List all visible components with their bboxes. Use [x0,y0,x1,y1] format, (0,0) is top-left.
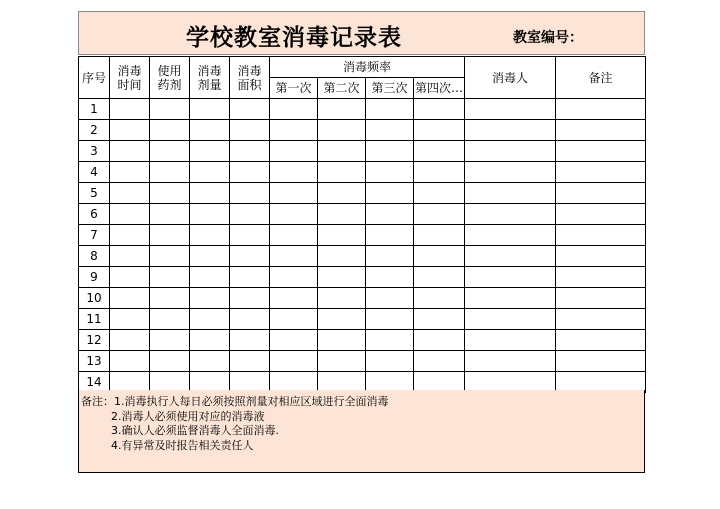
cell-agent[interactable] [150,120,190,141]
note-line-3: 3.确认人必须监督消毒人全面消毒. [111,424,279,437]
cell-person[interactable] [465,267,556,288]
cell-freq-4[interactable] [414,183,465,204]
cell-freq-1[interactable] [270,99,318,120]
note-line-2: 2.消毒人必须使用对应的消毒液 [111,409,265,423]
cell-person[interactable] [465,141,556,162]
cell-person[interactable] [465,120,556,141]
cell-remarks[interactable] [556,120,646,141]
cell-freq-2[interactable] [318,204,366,225]
cell-freq-1[interactable] [270,162,318,183]
cell-freq-1[interactable] [270,204,318,225]
cell-freq-1[interactable] [270,225,318,246]
cell-freq-2[interactable] [318,246,366,267]
cell-freq-2[interactable] [318,99,366,120]
cell-person[interactable] [465,162,556,183]
cell-freq-2[interactable] [318,162,366,183]
cell-agent[interactable] [150,351,190,372]
cell-freq-3[interactable] [366,162,414,183]
cell-freq-3[interactable] [366,120,414,141]
cell-freq-4[interactable] [414,225,465,246]
cell-freq-3[interactable] [366,183,414,204]
cell-person[interactable] [465,288,556,309]
room-number-label: 教室编号： [513,30,583,46]
cell-time[interactable] [110,225,150,246]
cell-freq-3[interactable] [366,330,414,351]
cell-area[interactable] [230,351,270,372]
cell-time[interactable] [110,99,150,120]
cell-freq-2[interactable] [318,141,366,162]
cell-person[interactable] [465,225,556,246]
cell-agent[interactable] [150,246,190,267]
cell-area[interactable] [230,267,270,288]
cell-freq-2[interactable] [318,351,366,372]
cell-area[interactable] [230,225,270,246]
cell-person[interactable] [465,99,556,120]
cell-freq-3[interactable] [366,267,414,288]
cell-freq-1[interactable] [270,120,318,141]
cell-remarks[interactable] [556,204,646,225]
cell-agent[interactable] [150,162,190,183]
header-agent [150,57,190,99]
row-number: 9 [79,267,110,288]
cell-person[interactable] [465,183,556,204]
row-number: 12 [79,330,110,351]
cell-time[interactable] [110,162,150,183]
cell-time[interactable] [110,120,150,141]
cell-freq-4[interactable] [414,204,465,225]
cell-time[interactable] [110,351,150,372]
cell-dose[interactable] [190,120,230,141]
cell-remarks[interactable] [556,267,646,288]
cell-person[interactable] [465,204,556,225]
cell-dose[interactable] [190,309,230,330]
cell-freq-4[interactable] [414,267,465,288]
title-bar [78,11,645,55]
cell-freq-3[interactable] [366,204,414,225]
note-line-1: 备注：1.消毒执行人每日必须按照剂量对相应区域进行全面消毒 [81,395,389,408]
cell-dose[interactable] [190,204,230,225]
cell-freq-3[interactable] [366,309,414,330]
cell-area[interactable] [230,204,270,225]
cell-dose[interactable] [190,183,230,204]
row-number: 5 [79,183,110,204]
sheet-title: 学校教室消毒记录表 [186,25,402,51]
cell-time[interactable] [110,141,150,162]
cell-person[interactable] [465,309,556,330]
cell-agent[interactable] [150,330,190,351]
cell-dose[interactable] [190,330,230,351]
cell-remarks[interactable] [556,183,646,204]
header-frequency: 消毒频率 [270,57,465,78]
cell-remarks[interactable] [556,330,646,351]
cell-freq-4[interactable] [414,141,465,162]
cell-dose[interactable] [190,351,230,372]
table-row [79,267,646,288]
header-frequency-3: 第三次 [366,78,414,99]
table-row [79,351,646,372]
cell-agent[interactable] [150,141,190,162]
table-row [79,246,646,267]
row-number: 6 [79,204,110,225]
cell-dose[interactable] [190,267,230,288]
cell-freq-4[interactable] [414,162,465,183]
cell-area[interactable] [230,99,270,120]
cell-freq-2[interactable] [318,288,366,309]
cell-freq-2[interactable] [318,225,366,246]
cell-freq-3[interactable] [366,141,414,162]
cell-freq-4[interactable] [414,330,465,351]
header-dose-line1: 消毒 [197,63,222,78]
cell-remarks[interactable] [556,288,646,309]
row-number: 10 [79,288,110,309]
header-agent-line1: 使用 [157,63,182,78]
row-number: 2 [79,120,110,141]
header-time [110,57,150,99]
header-dose-line2: 剂量 [197,77,222,92]
cell-time[interactable] [110,288,150,309]
header-frequency-2: 第二次 [318,78,366,99]
table-row [79,141,646,162]
cell-area[interactable] [230,246,270,267]
header-seq: 序号 [79,57,110,99]
cell-time[interactable] [110,330,150,351]
header-person: 消毒人 [465,57,556,99]
cell-freq-1[interactable] [270,330,318,351]
cell-agent[interactable] [150,288,190,309]
table-row [79,288,646,309]
table-body [79,99,646,393]
cell-time[interactable] [110,204,150,225]
cell-area[interactable] [230,330,270,351]
row-number: 4 [79,162,110,183]
table-row [79,330,646,351]
cell-freq-1[interactable] [270,141,318,162]
cell-freq-2[interactable] [318,309,366,330]
cell-freq-3[interactable] [366,225,414,246]
cell-freq-4[interactable] [414,288,465,309]
cell-agent[interactable] [150,204,190,225]
row-number: 14 [79,372,110,393]
cell-dose[interactable] [190,162,230,183]
cell-area[interactable] [230,120,270,141]
row-number: 1 [79,99,110,120]
cell-freq-4[interactable] [414,99,465,120]
cell-area[interactable] [230,288,270,309]
cell-area[interactable] [230,162,270,183]
cell-dose[interactable] [190,288,230,309]
cell-remarks[interactable] [556,246,646,267]
header-area-line2: 面积 [237,77,262,92]
cell-agent[interactable] [150,225,190,246]
cell-freq-1[interactable] [270,288,318,309]
header-time-line1: 消毒 [117,63,142,78]
cell-freq-3[interactable] [366,99,414,120]
cell-freq-4[interactable] [414,120,465,141]
cell-time[interactable] [110,183,150,204]
header-area-line1: 消毒 [237,63,262,78]
cell-freq-2[interactable] [318,267,366,288]
table-row [79,183,646,204]
cell-area[interactable] [230,309,270,330]
cell-time[interactable] [110,246,150,267]
cell-dose[interactable] [190,225,230,246]
cell-freq-1[interactable] [270,246,318,267]
cell-person[interactable] [465,246,556,267]
cell-remarks[interactable] [556,309,646,330]
cell-freq-3[interactable] [366,246,414,267]
cell-freq-1[interactable] [270,351,318,372]
row-number: 3 [79,141,110,162]
cell-agent[interactable] [150,183,190,204]
notes-box [78,390,645,473]
row-number: 13 [79,351,110,372]
cell-freq-3[interactable] [366,288,414,309]
note-line-4: 4.有异常及时报告相关责任人 [111,438,254,452]
row-number: 11 [79,309,110,330]
header-frequency-4: 第四次… [414,78,465,99]
cell-remarks[interactable] [556,351,646,372]
row-number: 7 [79,225,110,246]
cell-area[interactable] [230,183,270,204]
header-frequency-1: 第一次 [270,78,318,99]
cell-dose[interactable] [190,141,230,162]
cell-dose[interactable] [190,246,230,267]
header-remarks: 备注 [556,57,646,99]
cell-freq-3[interactable] [366,351,414,372]
header-agent-line2: 药剂 [157,77,182,92]
cell-freq-2[interactable] [318,330,366,351]
cell-remarks[interactable] [556,99,646,120]
cell-area[interactable] [230,141,270,162]
header-time-line2: 时间 [117,77,142,92]
cell-freq-1[interactable] [270,267,318,288]
table-row [79,99,646,120]
cell-time[interactable] [110,309,150,330]
row-number: 8 [79,246,110,267]
cell-agent[interactable] [150,99,190,120]
cell-agent[interactable] [150,267,190,288]
cell-freq-1[interactable] [270,183,318,204]
cell-freq-4[interactable] [414,309,465,330]
cell-remarks[interactable] [556,141,646,162]
table-row [79,162,646,183]
cell-freq-4[interactable] [414,351,465,372]
header-dose [190,57,230,99]
cell-person[interactable] [465,330,556,351]
cell-dose[interactable] [190,99,230,120]
cell-freq-2[interactable] [318,120,366,141]
cell-agent[interactable] [150,309,190,330]
table-row [79,204,646,225]
record-table [78,56,646,393]
cell-freq-4[interactable] [414,246,465,267]
table-row [79,120,646,141]
header-area [230,57,270,99]
cell-remarks[interactable] [556,225,646,246]
cell-person[interactable] [465,351,556,372]
cell-freq-1[interactable] [270,309,318,330]
table-row [79,309,646,330]
cell-remarks[interactable] [556,162,646,183]
cell-time[interactable] [110,267,150,288]
cell-freq-2[interactable] [318,183,366,204]
table-row [79,225,646,246]
